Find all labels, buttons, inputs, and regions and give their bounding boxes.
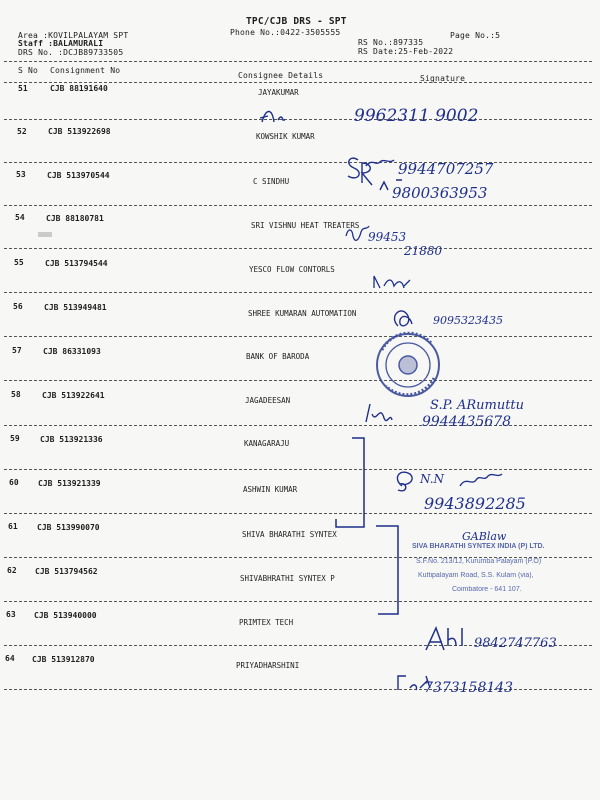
row-consignee: SHIVA BHARATHI SYNTEX [242,530,337,539]
row-sno: 54 [15,213,25,222]
row-sno: 57 [12,346,22,355]
row-sno: 56 [13,302,23,311]
signature-scribble [460,474,502,486]
row-sno: 55 [14,258,24,267]
row-consignee: JAGADEESAN [245,396,291,405]
row-sno: 59 [10,434,20,443]
col-header-consignee: Consignee Details [238,71,324,80]
row-consignee: SRI VISHNU HEAT TREATERS [251,221,360,230]
row-sno: 63 [6,610,16,619]
row-sno: 62 [7,566,17,575]
row-consignee: KANAGARAJU [244,439,290,448]
staff-label: Staff :BALAMURALI [18,39,104,48]
row-sno: 53 [16,170,26,179]
handwritten-name: N.N [420,472,445,486]
row-consignee: SHREE KUMARAN AUTOMATION [248,309,357,318]
area-label: Area :KOVILPALAYAM SPT [18,31,129,40]
signature-scribble [366,404,392,422]
report-title: TPC/CJB DRS - SPT [246,16,347,27]
signature-scribble [426,628,462,650]
phone-number: Phone No.:0422-3505555 [230,28,341,37]
row-consignee: JAYAKUMAR [258,88,299,97]
row-consignee: SHIVABHRATHI SYNTEX P [240,574,335,583]
row-sno: 51 [18,84,28,93]
stamp-line: Kuttipalayam Road, S.S. Kulam (via), [418,572,534,579]
row-consignment: CJB 513921336 [40,435,103,444]
row-consignment: CJB 513922698 [48,127,111,136]
row-consignment: CJB 88191640 [50,84,108,93]
row-consignment: CJB 86331093 [43,347,101,356]
handwritten-phone: 9944707257 [398,160,494,178]
bracket-line [336,438,364,527]
rs-number: RS No.:897335 [358,38,424,47]
row-consignee: YESCO FLOW CONTORLS [249,265,335,274]
row-sno: 58 [11,390,21,399]
row-consignee: ASHWIN KUMAR [243,485,298,494]
row-consignment: CJB 513922641 [42,391,105,400]
signature-scribble [374,276,410,288]
drs-number: DRS No. :DCJB89733505 [18,48,124,57]
signature-scribble [395,311,413,326]
row-sno: 52 [17,127,27,136]
bank-stamp [377,333,439,396]
row-consignment: CJB 513912870 [32,655,95,664]
signature-scribble [346,226,369,240]
handwritten-phone: 9842747763 [474,636,557,651]
col-header-consignment: Consignment No [50,66,121,75]
handwritten-number: 21880 [404,244,443,258]
scan-smudge [38,232,52,237]
row-consignment: CJB 513794562 [35,567,98,576]
row-consignment: CJB 513949481 [44,303,107,312]
row-sno: 60 [9,478,19,487]
row-sno: 61 [8,522,18,531]
signature-scribble [260,112,285,123]
handwritten-name: S.P. ARumuttu [430,398,525,413]
handwritten-name: GABlaw [462,530,507,543]
row-consignment: CJB 88180781 [46,214,104,223]
row-consignment: CJB 513940000 [34,611,97,620]
row-consignee: C SINDHU [253,177,290,186]
col-header-signature: Signature [420,74,466,83]
col-header-sno: S No [18,66,39,75]
row-consignment: CJB 513921339 [38,479,101,488]
stamp-line: Coimbatore - 641 107. [452,586,522,593]
handwritten-phone: 9962311 9002 [354,106,479,126]
bracket-line [376,526,398,614]
row-consignment: CJB 513970544 [47,171,110,180]
handwritten-phone: 9800363953 [392,184,488,202]
row-consignment: CJB 513990070 [37,523,100,532]
stamp-line: S.F.No. 213/1J, Kurumba Palayam (P.O) [416,558,542,565]
row-sno: 64 [5,654,15,663]
handwritten-number: 99453 [368,230,407,244]
row-consignment: CJB 513794544 [45,259,108,268]
stamp-line: SIVA BHARATHI SYNTEX INDIA (P) LTD. [412,543,545,550]
row-consignee: PRIMTEX TECH [239,618,294,627]
row-consignee: BANK OF BARODA [246,352,310,361]
handwritten-phone: 9095323435 [433,314,503,327]
row-consignee: KOWSHIK KUMAR [256,132,315,141]
handwritten-phone: 7373158143 [424,680,514,696]
row-consignee: PRIYADHARSHINI [236,661,300,670]
page-number: Page No.:5 [450,31,501,40]
handwritten-phone: 9943892285 [424,494,526,513]
handwritten-phone: 9944435678 [422,414,512,430]
signature-scribble [397,472,412,491]
rs-date: RS Date:25-Feb-2022 [358,47,454,56]
signature-scribble [348,158,394,178]
